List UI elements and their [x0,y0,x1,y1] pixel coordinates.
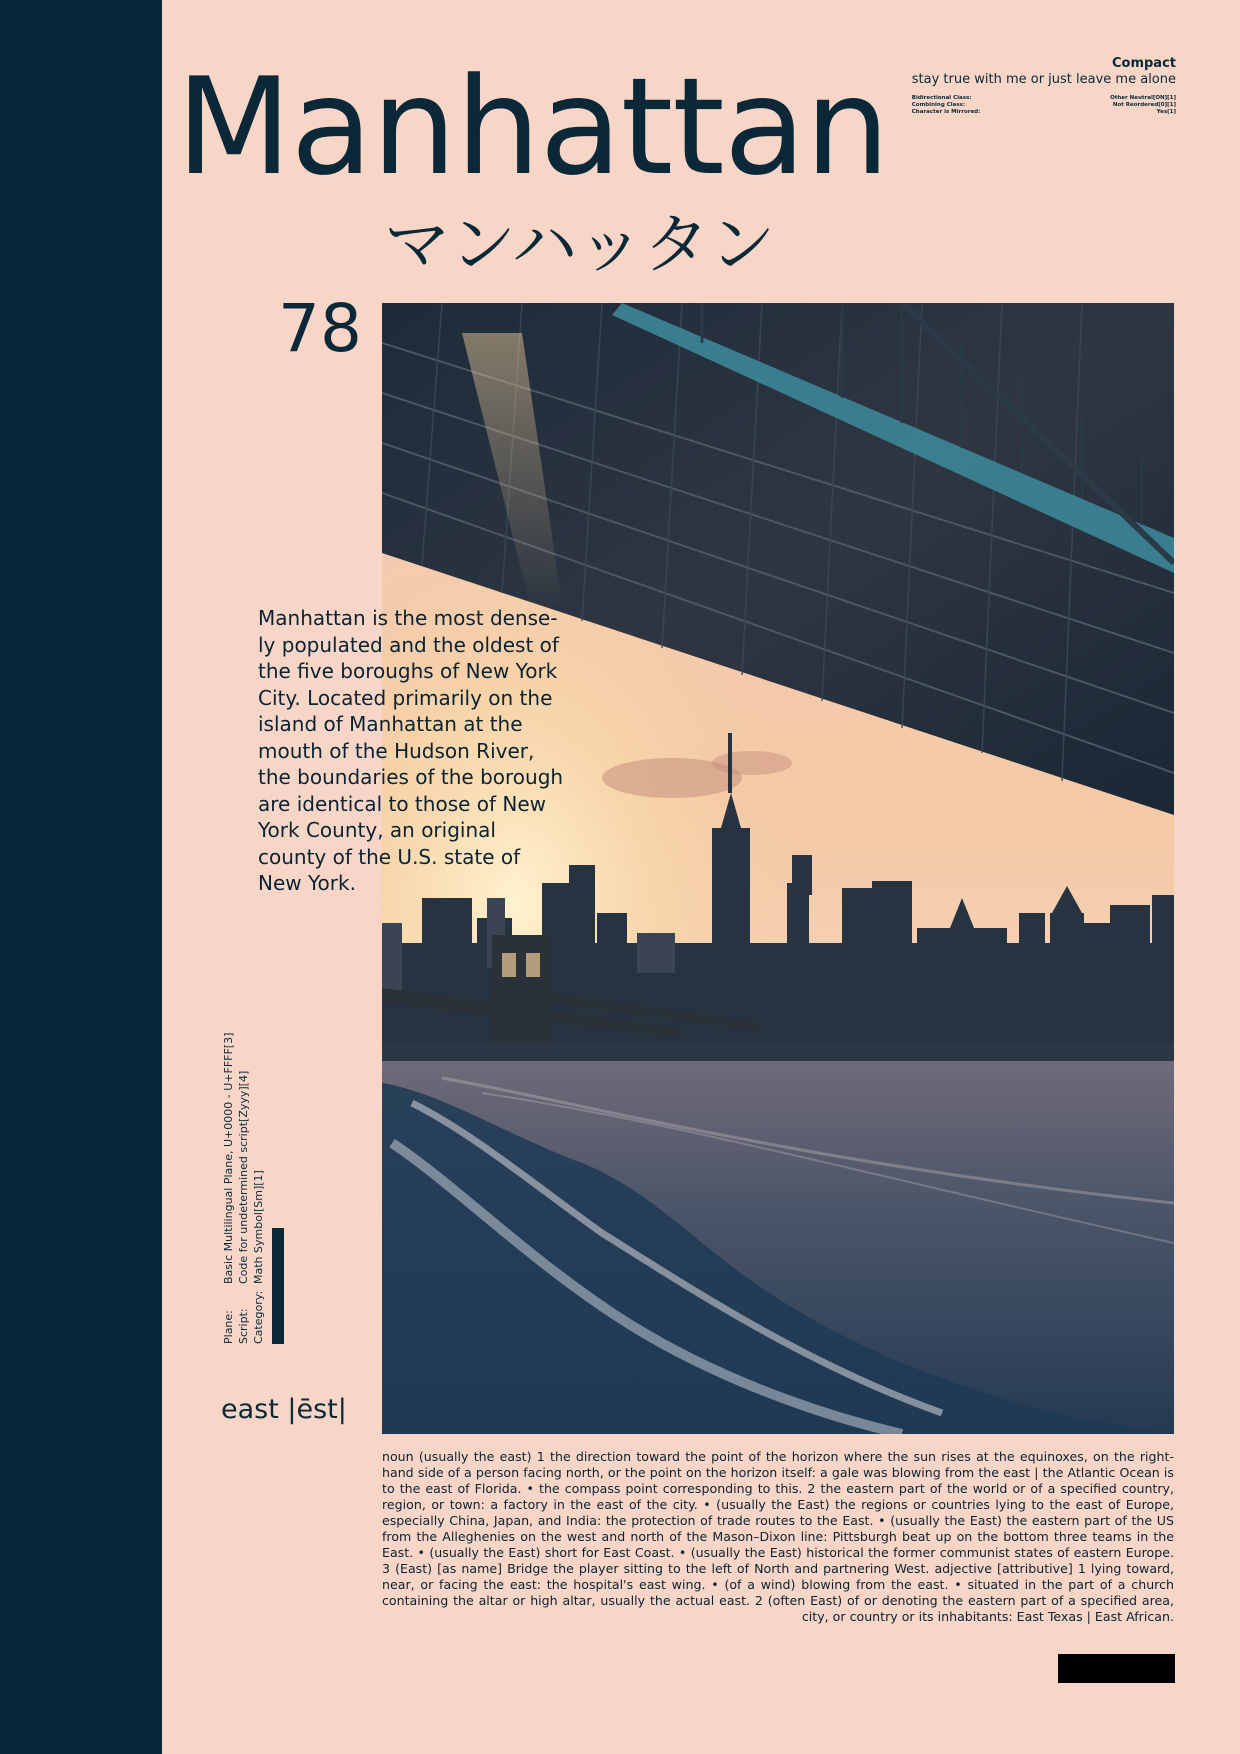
info-row-script [236,1044,251,1344]
definition-text: noun (usually the east) 1 the direction toward the point of the horizon where the sun rises at the equinoxes, on the right-hand side of a person facing north, or the point on the horizon itself: a gale was blowing from the east | the Atlantic Ocean is to the east of Florida. • the compass point corresponding to this. 2 the eastern part of the world or of a specified country, region, or town: a factory in the east of the city. • (usually the East) the regions or countries lying to the east of Europe, especially China, Japan, and India: the protection of trade routes to the East. • (usually the East) the eastern part of the US from the Alleghenies on the west and north of the Mason–Dixon line: Pittsburgh beat up on the bottom three teams in the East. • (usually the East) short for East Coast. • (usually the East) historical the former communist states of eastern Europe. 3 (East) [as name] Bridge the player sitting to the left of North and partnering West. adjective [attributive] 1 lying toward, near, or facing the east: the hospital's east wing. • (of a wind) blowing from the east. • situated in the part of a church containing the altar or high altar, usually the actual east. 2 (often East) of or denoting the eastern part of a specified area, city, or country or its inhabitants: East Texas | East African. [382,1449,1174,1624]
info-label: Category: [252,1290,265,1344]
property-value: Yes[1] [1156,109,1176,115]
property-value: Other Neutral[ON][1] [1110,95,1176,101]
vertical-accent-bar [272,1228,284,1344]
properties-table [912,95,1176,116]
black-accent-block [1058,1654,1175,1683]
vertical-info [221,1032,266,1344]
property-label: Character is Mirrored: [911,109,981,115]
left-sidebar [0,0,162,1754]
property-label: Combining Class: [911,102,966,108]
top-right-title: Compact [1111,56,1176,71]
property-label: Bidirectional Class: [911,95,972,101]
info-label: Script: [237,1308,250,1344]
poster-number: 78 [278,290,362,367]
info-value: Basic Multilingual Plane, U+0000 - U+FFFF[3] [222,1032,235,1284]
top-right-tagline: stay true with me or just leave me alone [911,72,1176,87]
info-row-plane [221,1032,236,1344]
info-value: Math Symbol[Sm][1] [252,1170,265,1284]
phonetic-heading: east |ēst| [221,1394,347,1425]
info-label: Plane: [222,1310,235,1344]
property-value: Not Reordered[0][1] [1112,102,1176,108]
intro-paragraph: Manhattan is the most dense-ly populated and the oldest of the five boroughs of New York City. Located primarily on the island of Manhattan at the mouth of the Hudson River, the boundaries of the borough are identical to those of New York County, an original county of the U.S. state of New York. [258,606,564,895]
info-value: Code for undetermined script[Zyyy][4] [237,1070,250,1284]
page-title: Manhattan [176,49,889,205]
info-row-category [251,1044,266,1344]
japanese-subtitle: マンハッタン [384,206,776,283]
top-right-info [912,56,1176,116]
